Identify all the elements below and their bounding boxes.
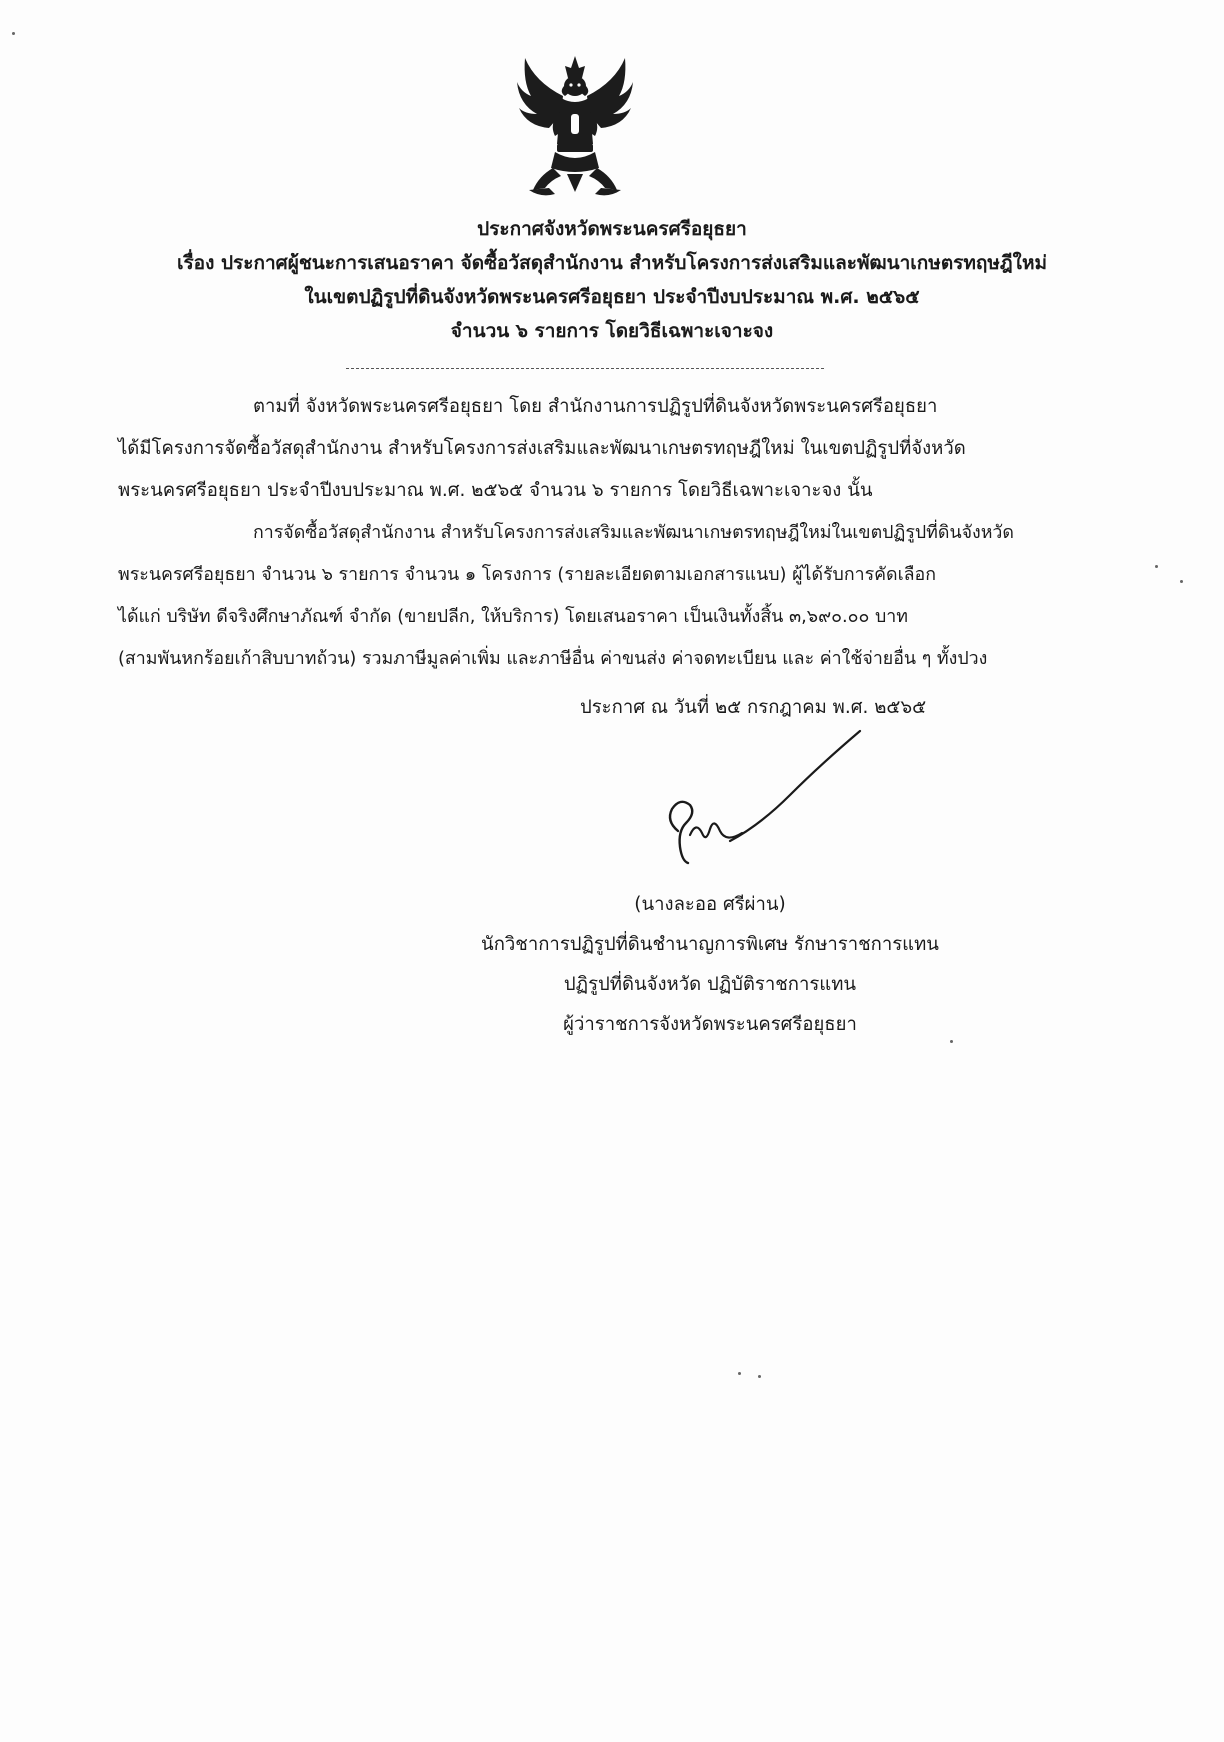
paragraph-line: พระนครศรีอยุธยา ประจำปีงบประมาณ พ.ศ. ๒๕๖๕ จำนวน ๖ รายการ โดยวิธีเฉพาะเจาะจง นั้น [118,480,873,501]
handwritten-signature [650,725,880,885]
header-divider [346,368,824,369]
scan-speck [1155,565,1158,568]
scan-speck [12,32,15,35]
paragraph-award [118,512,1058,680]
paragraph-line: ได้แก่ บริษัท ดีจริงศึกษาภัณฑ์ จำกัด (ขายปลีก, ให้บริการ) โดยเสนอราคา เป็นเงินทั้งสิ้น ๓,๖๙๐.๐๐ บาท [118,606,908,627]
garuda-emblem-icon [515,52,635,200]
announcement-header [100,212,1124,348]
announcement-date: ประกาศ ณ วันที่ ๒๕ กรกฎาคม พ.ศ. ๒๕๖๕ [580,697,927,718]
signer-block [420,885,1000,1045]
announcement-subject: เรื่อง ประกาศผู้ชนะการเสนอราคา จัดซื้อวัสดุสำนักงาน สำหรับโครงการส่งเสริมและพัฒนาเกษตรทฤษฎีใหม่ [176,252,1048,274]
paragraph-line: พระนครศรีอยุธยา จำนวน ๖ รายการ จำนวน ๑ โครงการ (รายละเอียดตามเอกสารแนบ) ผู้ได้รับการคัดเลือก [118,564,937,585]
paragraph-line: (สามพันหกร้อยเก้าสิบบาทถ้วน) รวมภาษีมูลค่าเพิ่ม และภาษีอื่น ค่าขนส่ง ค่าจดทะเบียน และ ค่าใช้จ่ายอื่น ๆ ทั้งปวง [118,648,988,669]
signer-name: (นางละออ ศรีผ่าน) [634,894,786,915]
scan-speck [950,1040,953,1043]
announcement-subject-line2: ในเขตปฏิรูปที่ดินจังหวัดพระนครศรีอยุธยา ประจำปีงบประมาณ พ.ศ. ๒๕๖๕ [304,286,920,308]
announcement-subject-line3: จำนวน ๖ รายการ โดยวิธีเฉพาะเจาะจง [450,320,774,342]
signer-position-2: ปฏิรูปที่ดินจังหวัด ปฏิบัติราชการแทน [563,974,857,995]
paragraph-intro [118,386,1058,512]
signer-position-3: ผู้ว่าราชการจังหวัดพระนครศรีอยุธยา [563,1014,857,1035]
signer-position-1: นักวิชาการปฏิรูปที่ดินชำนาญการพิเศษ รักษาราชการแทน [481,934,939,955]
paragraph-line: การจัดซื้อวัสดุสำนักงาน สำหรับโครงการส่งเสริมและพัฒนาเกษตรทฤษฎีใหม่ในเขตปฏิรูปที่ดินจังหวัด [253,522,1014,543]
scan-speck [1180,580,1183,583]
scan-speck [738,1372,741,1375]
scan-speck [758,1375,761,1378]
paragraph-line: ตามที่ จังหวัดพระนครศรีอยุธยา โดย สำนักงานการปฏิรูปที่ดินจังหวัดพระนครศรีอยุธยา [253,396,938,417]
paragraph-line: ได้มีโครงการจัดซื้อวัสดุสำนักงาน สำหรับโครงการส่งเสริมและพัฒนาเกษตรทฤษฎีใหม่ ในเขตปฏิรูปที่จังหวัด [118,438,966,459]
announcement-org: ประกาศจังหวัดพระนครศรีอยุธยา [477,218,747,240]
